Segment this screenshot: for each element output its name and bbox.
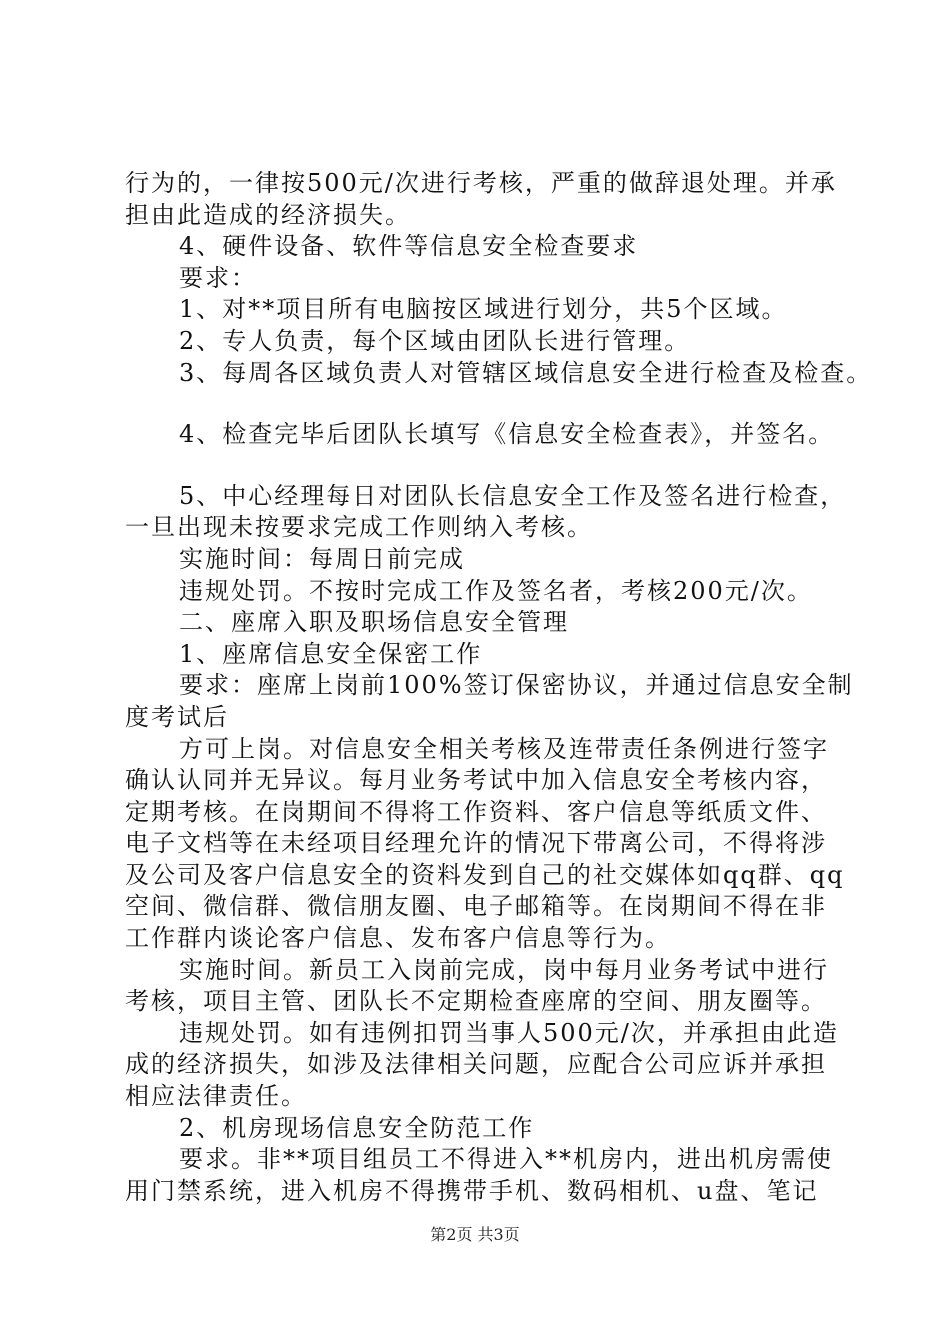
text-line: 违规处罚。不按时完成工作及签名者，考核200元/次。: [179, 576, 813, 605]
spacer: [125, 389, 835, 419]
text-line: 要求：座席上岗前100%签订保密协议，并通过信息安全制: [179, 671, 854, 700]
text-line: 一旦出现未按要求完成工作则纳入考核。: [125, 513, 593, 542]
list-item: 4、检查完毕后团队长填写《信息安全检查表》，并签名。: [179, 420, 835, 449]
text-line: 电子文档等在未经项目经理允许的情况下带离公司，不得将涉: [125, 829, 827, 858]
text-line: 方可上岗。对信息安全相关考核及连带责任条例进行签字: [179, 734, 829, 763]
text-line: 空间、微信群、微信朋友圈、电子邮箱等。在岗期间不得在非: [125, 892, 827, 921]
body-text: [125, 168, 873, 1207]
text-line: 用门禁系统，进入机房不得携带手机、数码相机、u盘、笔记: [125, 1176, 819, 1205]
text-line: 实施时间。新员工入岗前完成，岗中每月业务考试中进行: [179, 955, 829, 984]
text-line: 成的经济损失，如涉及法律相关问题，应配合公司应诉并承担: [125, 1050, 827, 1079]
spacer: [125, 451, 835, 481]
text-line: 要求：: [179, 263, 257, 292]
text-line: 确认认同并无异议。每月业务考试中加入信息安全考核内容，: [125, 766, 827, 795]
section-heading: 4、硬件设备、软件等信息安全检查要求: [179, 232, 639, 261]
page-footer: 第2页 共3页: [430, 1225, 520, 1244]
list-item: 5、中心经理每日对团队长信息安全工作及签名进行检查，: [179, 481, 847, 510]
text-line: 工作群内谈论客户信息、发布客户信息等行为。: [125, 924, 671, 953]
list-item: 3、每周各区域负责人对管辖区域信息安全进行检查及检查。: [179, 358, 873, 387]
text-line: 担由此造成的经济损失。: [125, 200, 411, 229]
text-line: 定期考核。在岗期间不得将工作资料、客户信息等纸质文件、: [125, 797, 827, 826]
list-item: 2、专人负责，每个区域由团队长进行管理。: [179, 326, 691, 355]
text-line: 相应法律责任。: [125, 1082, 307, 1111]
text-line: 行为的，一律按500元/次进行考核，严重的做辞退处理。并承: [125, 169, 837, 197]
text-line: 及公司及客户信息安全的资料发到自己的社交媒体如qq群、qq: [125, 860, 845, 889]
text-line: 违规处罚。如有违例扣罚当事人500元/次，并承担由此造: [179, 1018, 839, 1047]
text-line: 度考试后: [125, 702, 229, 731]
text-line: 考核，项目主管、团队长不定期检查座席的空间、朋友圈等。: [125, 987, 827, 1016]
section-heading: 2、机房现场信息安全防范工作: [179, 1113, 535, 1142]
list-item: 1、对**项目所有电脑按区域进行划分，共5个区域。: [179, 295, 788, 324]
section-heading: 二、座席入职及职场信息安全管理: [179, 608, 569, 637]
section-heading: 1、座席信息安全保密工作: [179, 639, 483, 668]
text-line: 要求。非**项目组员工不得进入**机房内，进出机房需使: [179, 1145, 833, 1174]
text-line: 实施时间：每周日前完成: [179, 544, 465, 573]
